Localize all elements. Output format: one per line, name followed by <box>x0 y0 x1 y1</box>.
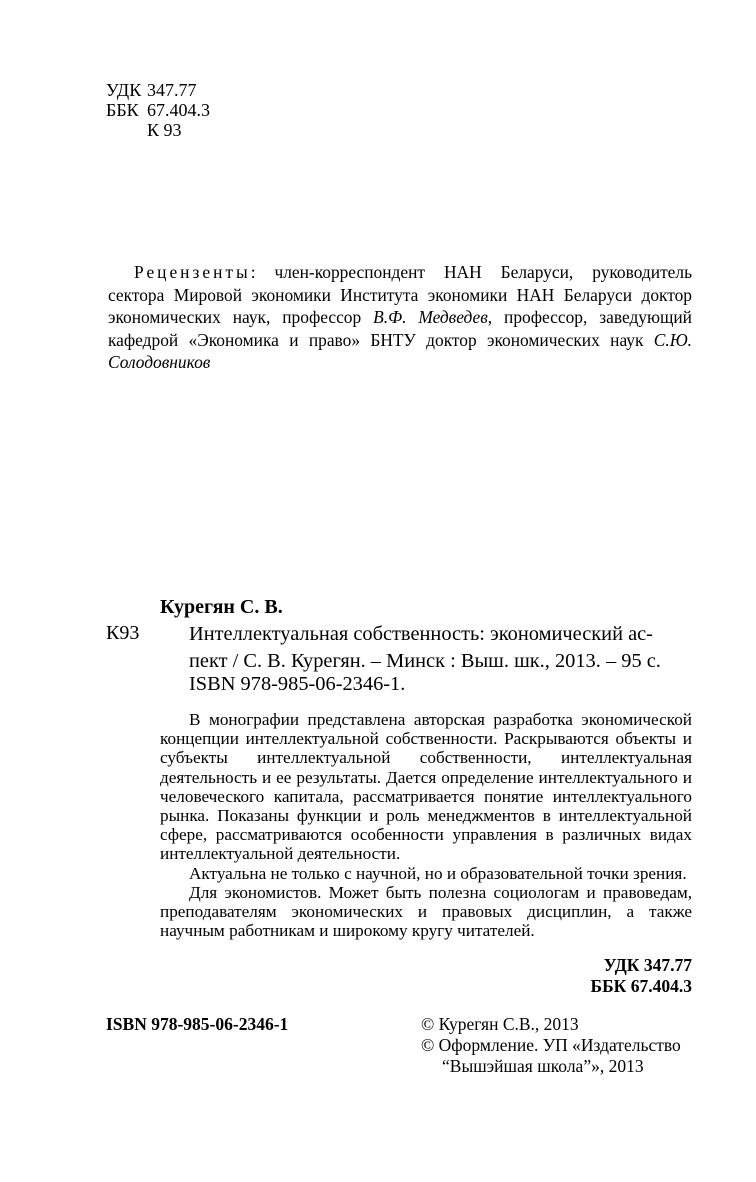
book-title-line-1: Интеллектуальная собственность: экономический ас- <box>189 623 653 645</box>
bbk-value: 67.404.3 <box>147 100 210 120</box>
copyright-line-3: “Вышэйшая школа”», 2013 <box>442 1056 644 1076</box>
book-title-block <box>160 621 692 675</box>
reviewer-name-1: В.Ф. Медведев <box>373 307 488 328</box>
reviewer-name-2: С.Ю. Солодовников <box>108 329 692 373</box>
book-title-line-2: пект / С. В. Курегян. – Минск : Выш. шк., 2013. – 95 с. <box>189 650 661 672</box>
reviewers-heading: Рецензенты <box>134 262 251 282</box>
udk-value: 347.77 <box>147 80 197 100</box>
author-mark: К 93 <box>147 120 182 140</box>
bbk-label: ББК <box>106 100 139 120</box>
book-code: К93 <box>106 622 140 644</box>
copyright-line-2: © Оформление. УП «Издательство <box>421 1035 681 1055</box>
book-author: Курегян С. В. <box>160 596 283 618</box>
copyright-block <box>421 1014 681 1077</box>
bbk-line <box>106 100 210 120</box>
copyright-line-1: © Курегян С.В., 2013 <box>421 1014 579 1034</box>
reviewers-text-1: : член-корреспондент НАН Беларуси, руководитель сектора Мировой экономики Института экономики НАН Беларуси доктор экономических наук, профессор <box>108 262 692 328</box>
udk-label: УДК <box>106 80 142 100</box>
isbn-bottom: ISBN 978-985-06-2346-1 <box>106 1014 289 1034</box>
udk-code-right: УДК 347.77 <box>603 955 692 975</box>
udk-line <box>106 80 197 100</box>
annotation-paragraph-3: Для экономистов. Может быть полезна социологам и правоведам, преподавателям экономических и правовых дисциплин, а также научным работникам и широкому кругу читателей. <box>160 882 692 941</box>
annotation-paragraph-1: В монографии представлена авторская разработка экономической концепции интеллектуальной собственности. Раскрываются объекты и субъекты интеллектуальной собственности, интеллектуальная деятельность и ее результаты. Дается определение интеллектуального и человеческого капитала, рассматривается понятие интеллектуального рынка. Показаны функции и роль менеджментов в интеллектуальной сфере, рассматриваются особенности управления в различных видах интеллектуальной деятельности. <box>160 710 692 864</box>
book-isbn: ISBN 978-985-06-2346-1. <box>189 673 406 695</box>
bbk-code-right: ББК 67.404.3 <box>590 976 692 996</box>
annotation-block <box>160 710 692 940</box>
annotation-paragraph-2: Актуальна не только с научной, но и образовательной точки зрения. <box>189 863 687 883</box>
reviewers-block <box>108 261 692 374</box>
reviewers-text-2: , профессор, заведующий кафедрой «Экономика и право» БНТУ доктор экономических наук <box>108 307 692 350</box>
codes-right <box>591 955 692 997</box>
